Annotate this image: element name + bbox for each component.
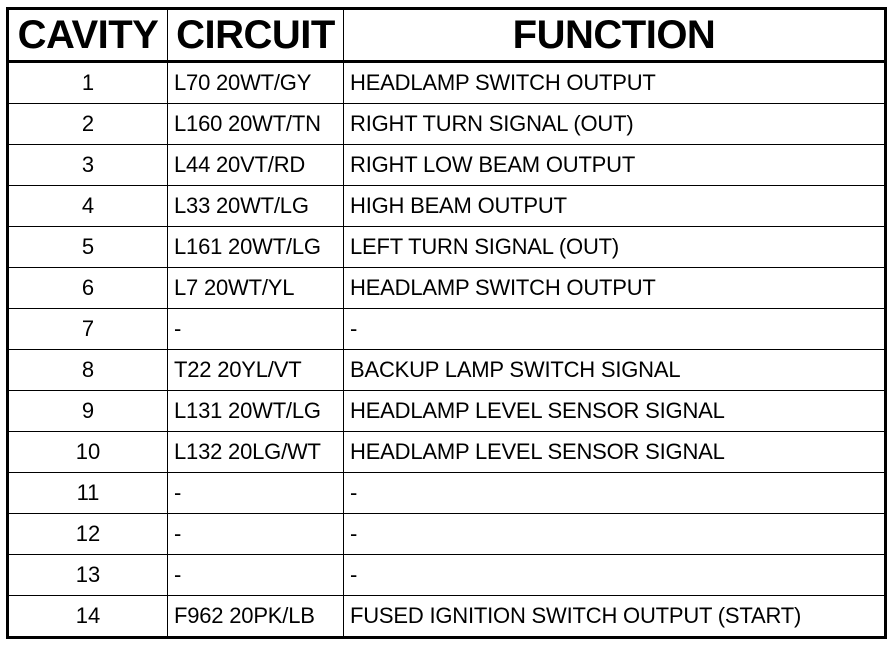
table-row	[8, 514, 886, 555]
function-cell: HIGH BEAM OUTPUT	[344, 186, 886, 227]
cavity-cell: 7	[8, 309, 168, 350]
cavity-cell: 5	[8, 227, 168, 268]
function-cell: -	[344, 309, 886, 350]
header-row	[8, 9, 886, 62]
circuit-cell: -	[168, 555, 344, 596]
function-cell: HEADLAMP SWITCH OUTPUT	[344, 62, 886, 104]
table-row	[8, 391, 886, 432]
function-cell: HEADLAMP LEVEL SENSOR SIGNAL	[344, 391, 886, 432]
function-cell: BACKUP LAMP SWITCH SIGNAL	[344, 350, 886, 391]
function-cell: -	[344, 473, 886, 514]
cavity-cell: 13	[8, 555, 168, 596]
circuit-cell: -	[168, 473, 344, 514]
circuit-cell: L131 20WT/LG	[168, 391, 344, 432]
table-row	[8, 268, 886, 309]
header-cavity: CAVITY	[8, 9, 168, 62]
cavity-cell: 10	[8, 432, 168, 473]
function-cell: RIGHT TURN SIGNAL (OUT)	[344, 104, 886, 145]
circuit-cell: L132 20LG/WT	[168, 432, 344, 473]
function-cell: -	[344, 514, 886, 555]
table-row	[8, 555, 886, 596]
circuit-cell: L44 20VT/RD	[168, 145, 344, 186]
table-row	[8, 432, 886, 473]
function-cell: LEFT TURN SIGNAL (OUT)	[344, 227, 886, 268]
function-cell: HEADLAMP SWITCH OUTPUT	[344, 268, 886, 309]
cavity-cell: 4	[8, 186, 168, 227]
table-row	[8, 309, 886, 350]
cavity-cell: 12	[8, 514, 168, 555]
table-row	[8, 104, 886, 145]
circuit-cell: L33 20WT/LG	[168, 186, 344, 227]
circuit-cell: F962 20PK/LB	[168, 596, 344, 638]
cavity-cell: 6	[8, 268, 168, 309]
cavity-cell: 14	[8, 596, 168, 638]
cavity-cell: 3	[8, 145, 168, 186]
table-row	[8, 186, 886, 227]
circuit-cell: L161 20WT/LG	[168, 227, 344, 268]
table-row	[8, 62, 886, 104]
function-cell: RIGHT LOW BEAM OUTPUT	[344, 145, 886, 186]
function-cell: FUSED IGNITION SWITCH OUTPUT (START)	[344, 596, 886, 638]
table-body	[8, 62, 886, 638]
table-row	[8, 596, 886, 638]
function-cell: -	[344, 555, 886, 596]
cavity-cell: 8	[8, 350, 168, 391]
table-row	[8, 227, 886, 268]
function-cell: HEADLAMP LEVEL SENSOR SIGNAL	[344, 432, 886, 473]
table-row	[8, 145, 886, 186]
cavity-cell: 2	[8, 104, 168, 145]
circuit-cell: L160 20WT/TN	[168, 104, 344, 145]
header-function: FUNCTION	[344, 9, 886, 62]
connector-pinout-table	[6, 7, 887, 639]
table-header	[8, 9, 886, 62]
table-row	[8, 350, 886, 391]
cavity-cell: 11	[8, 473, 168, 514]
table-row	[8, 473, 886, 514]
circuit-cell: -	[168, 309, 344, 350]
cavity-cell: 9	[8, 391, 168, 432]
cavity-cell: 1	[8, 62, 168, 104]
circuit-cell: -	[168, 514, 344, 555]
circuit-cell: T22 20YL/VT	[168, 350, 344, 391]
header-circuit: CIRCUIT	[168, 9, 344, 62]
circuit-cell: L70 20WT/GY	[168, 62, 344, 104]
circuit-cell: L7 20WT/YL	[168, 268, 344, 309]
